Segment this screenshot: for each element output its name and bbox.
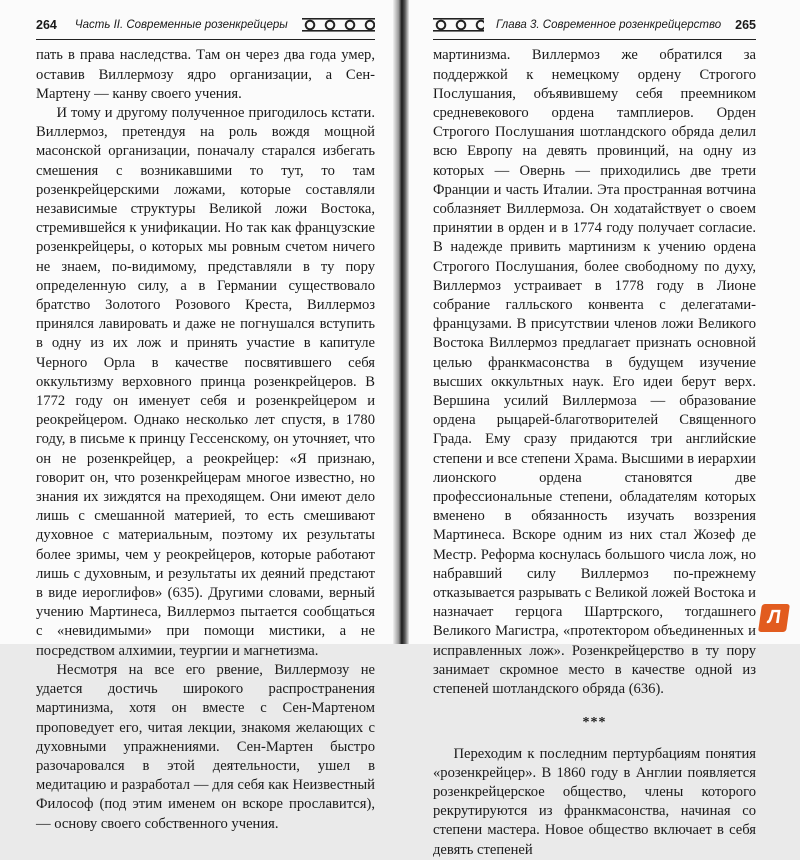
ornament-icon bbox=[302, 17, 375, 33]
running-head: Глава 3. Современное розенкрейцерство bbox=[496, 19, 722, 31]
ornament-icon bbox=[433, 17, 484, 33]
page-header bbox=[433, 14, 756, 36]
section-break: *** bbox=[582, 715, 607, 731]
page-body bbox=[36, 46, 375, 833]
book-spine bbox=[393, 0, 409, 644]
right-page bbox=[409, 0, 800, 858]
page-number: 265 bbox=[735, 18, 756, 32]
labirint-logo-icon: Л bbox=[758, 604, 790, 632]
header-rule bbox=[36, 39, 375, 40]
paragraph: Переходим к последним пертурбациям понятия «розенкрейцер». В 1860 году в Англии появляется розенкрейцерское общество, члены которого рекрутируются из франкмасонства, начиная со степени мастера. Новое общество включает в себя девять степеней bbox=[433, 745, 756, 858]
page-body bbox=[433, 46, 756, 859]
paragraph: мартинизма. Виллермоз же обратился за поддержкой к немецкому ордену Строгого Послушания, объявившему себя преемником средневекового ордена тамплиеров. Орден Строгого Послушания шотландского обряда делил всю Европу на девять провинций, на одну из которых — Овернь — приходились две трети Франции и часть Италии. Эта пространная вотчина соблазняет Виллермоза. Он ходатайствует о своем принятии в орден и в 1774 году получает согласие. В надежде привить мартинизм к учению ордена Строгого Послушания, более свободному по духу, Виллермоз устраивает в 1778 году в Лионе собрание галльского конвента с делегатами-французами. В присутствии членов ложи Великого Востока Виллермоз предлагает признать основной целью франкмасонства в будущем изучение высших оккультных наук. Его идеи берут верх. Вершина усилий Виллермоза — образование ордена рыцарей-благотворителей Священного Града. Ему сразу придаются три английские степени и все степени Храма. Высшими в иерархии лионского ордена становятся две профессиональные степени, обладателям которых вменено в обязанность изучать воззрения Мартинеса. Вскоре одним из них стал Жозеф де Местр. Реформа коснулась большого числа лож, но набравший силу Виллермоз по-прежнему отказывается разрывать с Великой ложей Востока и назначает герцога Шартрского, тогдашнего Великого Магистра, «протектором объединенных и исправленных лож». Розенкрейцерство в ту пору занимает скромное место в качестве одной из степеней шотландского обряда (636). bbox=[433, 47, 756, 698]
header-rule bbox=[433, 39, 756, 40]
running-head: Часть II. Современные розенкрейцеры bbox=[74, 19, 288, 31]
left-page bbox=[0, 0, 393, 832]
page-header bbox=[36, 14, 375, 36]
paragraph: пать в права наследства. Там он через два года умер, оставив Виллермозу ядро организации, а Сен-Мартену — канву своего учения. bbox=[36, 47, 375, 102]
paragraph: И тому и другому полученное пригодилось кстати. Виллермоз, претендуя на роль вождя мощной масонской организации, поначалу старался избегать смешения с возникавшими то тут, то там розенкрейцерскими ложами, которые составляли независимые структуры Великой ложи Востока, стремившейся к унификации. Но так как французские розенкрейцеры, о которых мы ровным счетом ничего не знаем, по-видимому, представляли в ту пору определенную силу, а в Германии существовало братство Золотого Розового Креста, Виллермоз принялся лавировать и даже не погнушался вступить в одну из их лож и принять участие в капитуле Черного Орла в качестве посвятившего себя оккультизму верховного принца розенкрейцеров. В 1772 году он именует себя и розенкрейцером и реокрейцером. Однако несколько лет спустя, в 1780 году, в письме к принцу Гессенскому, он уточняет, что он не розенкрейцер, а реокрейцер: «Я признаю, говорит он, что розенкрейцерам многое известно, но знания их зиждятся на преходящем. Они имеют дело лишь с смешанной материей, то есть смешивают духовное с материальным, поэтому их результаты более зримы, чем у реокрейцеров, которые работают лишь с духовным, и результаты их деяний предстают в виде иероглифов» (635). Другими словами, верный учению Мартинеса, Виллермоз пытается сообщаться с «невидимыми» при помощи мистики, а не посредством алхимии, теургии и магнетизма. bbox=[36, 105, 375, 659]
paragraph: Несмотря на все его рвение, Виллермозу не удается достичь широкого распространения мартинизма, хотя он вместе с Сен-Мартеном проповедует его, читая лекции, знакомя желающих с духовными упражнениями. Сен-Мартен быстро разочаровался в этой деятельности, ушел в медитацию и разработал — для себя как Неизвестный Философ (под этим именем он вскоре прославится), — основу своего собственного учения. bbox=[36, 661, 375, 832]
page-number: 264 bbox=[36, 18, 57, 32]
